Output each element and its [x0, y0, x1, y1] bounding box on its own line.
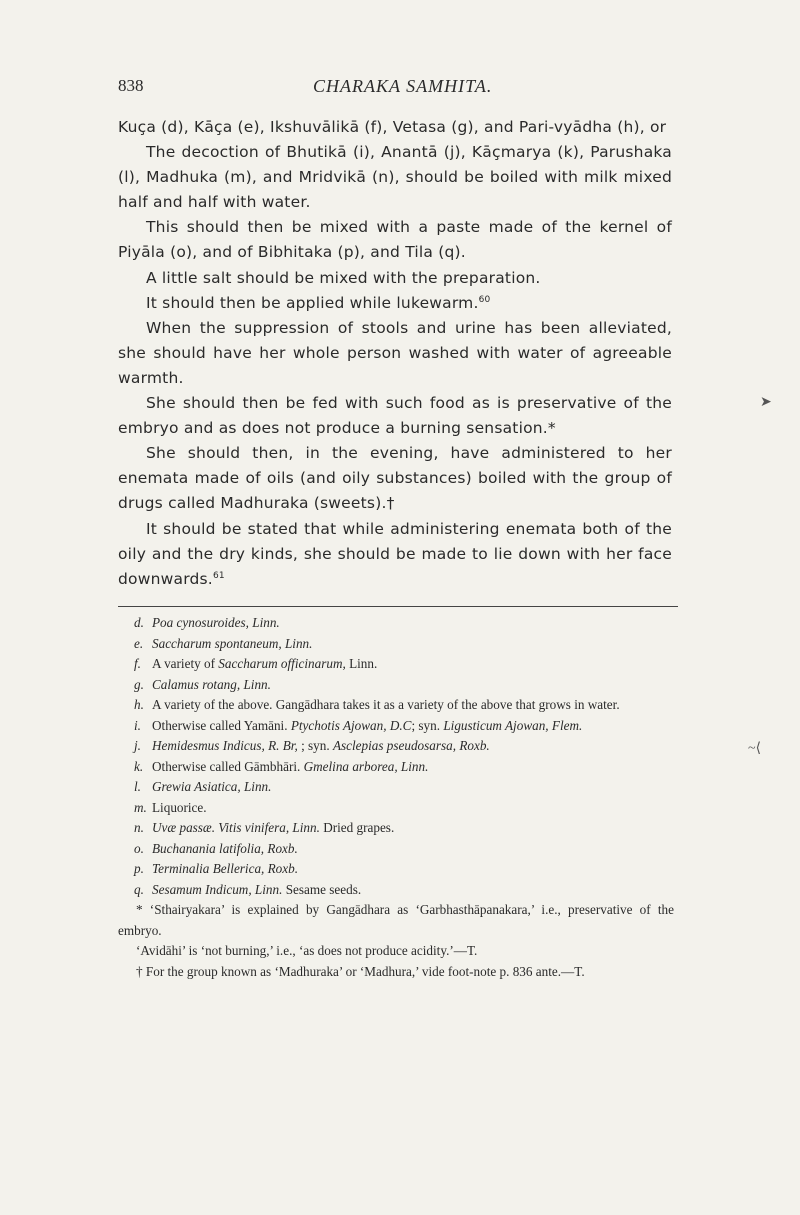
footnote-item — [118, 675, 674, 696]
footnote-ref: 61 — [212, 570, 225, 581]
footnote-letter: n. — [134, 820, 144, 835]
botanical-name: Grewia Asiatica, Linn. — [152, 779, 272, 794]
footnote-letter: q. — [134, 881, 144, 897]
page-number: 838 — [118, 76, 144, 95]
botanical-name: Saccharum spontaneum, Linn. — [152, 635, 313, 651]
main-text — [118, 115, 672, 592]
footnote-text: Otherwise called Yamāni. — [152, 717, 291, 733]
footnote-text: A variety of — [152, 656, 219, 671]
footnote-letter: o. — [134, 840, 144, 856]
paragraph-text: A little salt should be mixed with the preparation. — [146, 268, 541, 287]
footnote-rule — [118, 606, 678, 607]
footnote-letter: e. — [134, 635, 144, 651]
footnote-item — [118, 839, 674, 860]
footnote-letter: g. — [134, 676, 144, 692]
botanical-name: Calamus rotang, Linn. — [152, 676, 271, 692]
footnote-letter: m. — [134, 799, 147, 815]
page-header — [118, 76, 678, 100]
footnote-item — [118, 757, 674, 778]
botanical-synonym: Asclepias pseudosarsa, Roxb. — [332, 738, 490, 753]
body-paragraph — [118, 140, 672, 215]
botanical-name: Terminalia Bellerica, Roxb. — [152, 861, 299, 876]
footnote-item — [118, 798, 674, 819]
body-paragraph — [118, 291, 672, 316]
footnote-item — [118, 695, 674, 716]
footnote-letter: l. — [134, 779, 141, 794]
footnotes — [118, 613, 674, 982]
margin-mark-lower: ~⟨ — [748, 741, 762, 756]
paragraph-text: She should then be fed with such food as is preservative of the embryo and as does not produce a burning sensation.* — [118, 394, 672, 438]
footnote-item — [118, 613, 674, 634]
footnote-letter: f. — [134, 656, 141, 671]
paragraph-text: It should then be applied while lukewarm. — [146, 293, 479, 312]
footnote-text: Dried grapes. — [319, 820, 395, 835]
footnote-text: Otherwise called Gāmbhāri. — [152, 758, 304, 774]
footnote-star: * ‘Sthairyakara’ is explained by Gangādhara as ‘Garbhasthāpanakara,’ i.e., preservative of the embryo. — [118, 902, 674, 938]
footnote-dagger: † For the group known as ‘Madhuraka’ or ‘Madhura,’ vide foot-note p. 836 ante.—T. — [136, 963, 585, 979]
botanical-notes — [118, 613, 674, 900]
botanical-name: Buchanania latifolia, Roxb. — [152, 840, 298, 856]
margin-mark-upper: ➤ — [760, 395, 772, 410]
footnote-letter: p. — [134, 861, 144, 876]
botanical-name: Hemidesmus Indicus, R. Br, — [152, 738, 298, 753]
body-paragraph — [118, 215, 672, 265]
paragraph-text: This should then be mixed with a paste made of the kernel of Piyāla (o), and of Bibhitaka (p), and Tila (q). — [118, 218, 672, 262]
botanical-synonym: Ligusticum Ajowan, Flem. — [443, 717, 583, 733]
footnote-item — [118, 634, 674, 655]
paragraph-text: Kuça (d), Kāça (e), Ikshuvālikā (f), Vetasa (g), and Pari-vyādha (h), or — [118, 118, 667, 136]
footnote-item — [118, 736, 674, 757]
body-paragraph — [118, 391, 672, 441]
footnote-avidahi: ‘Avidāhi’ is ‘not burning,’ i.e., ‘as does not produce acidity.’—T. — [136, 943, 478, 958]
footnote-letter: k. — [134, 758, 144, 774]
footnote-letter: d. — [134, 615, 144, 630]
paragraph-text: When the suppression of stools and urine has been alleviated, she should have her whole person washed with water of agreeable warmth. — [118, 318, 672, 387]
footnote-ref: 60 — [478, 294, 491, 305]
botanical-name: Poa cynosuroides, Linn. — [152, 615, 280, 630]
body-paragraph — [118, 316, 672, 391]
footnote-letter: i. — [134, 717, 141, 733]
paragraph-text: It should be stated that while administering enemata both of the oily and the dry kinds, she should be made to lie down with her face downwards. — [118, 519, 672, 588]
paragraph-text: The decoction of Bhutikā (i), Anantā (j), Kāçmarya (k), Parushaka (l), Madhuka (m), and Mridvikā (n), should be boiled with milk mixed half and half with water. — [118, 143, 672, 212]
botanical-name: Saccharum officinarum, — [218, 656, 346, 671]
footnote-letter: j. — [134, 738, 141, 753]
footnote-text: A variety of the above. Gangādhara takes it as a variety of the above that grows in water. — [152, 697, 620, 712]
footnote-item — [118, 777, 674, 798]
body-paragraph — [118, 266, 672, 291]
botanical-name: Uvæ passæ. Vitis vinifera, Linn. — [152, 820, 320, 835]
footnote-letter: h. — [134, 697, 144, 712]
footnote-text: Linn. — [345, 656, 378, 671]
footnote-item — [118, 716, 674, 737]
running-title: CHARAKA SAMHITA. — [313, 76, 493, 96]
paragraph-text: She should then, in the evening, have administered to her enemata made of oils (and oily substances) boiled with the group of drugs called Madhuraka (sweets).† — [118, 444, 672, 513]
body-paragraph — [118, 115, 672, 140]
body-paragraph — [118, 517, 672, 592]
footnote-item — [118, 880, 674, 901]
footnote-text: Sesame seeds. — [282, 881, 362, 897]
botanical-name: Ptychotis Ajowan, D.C — [290, 717, 412, 733]
footnote-item — [118, 818, 674, 839]
footnote-text: ; syn. — [297, 738, 333, 753]
footnote-text: ; syn. — [411, 717, 444, 733]
footnote-text: Liquorice. — [152, 799, 207, 815]
botanical-name: Gmelina arborea, Linn. — [303, 758, 429, 774]
botanical-name: Sesamum Indicum, Linn. — [152, 881, 283, 897]
footnote-item — [118, 654, 674, 675]
body-paragraph — [118, 441, 672, 516]
footnote-item — [118, 859, 674, 880]
